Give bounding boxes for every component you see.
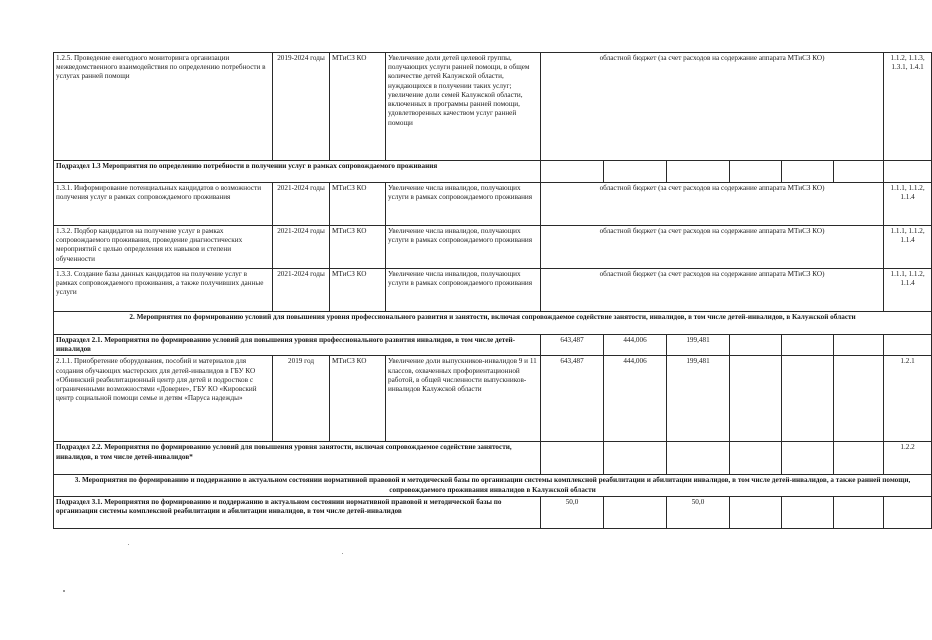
- funding-value-cell: 199,481: [667, 335, 730, 356]
- funding-value-cell: 444,006: [604, 335, 667, 356]
- funding-value-cell: [834, 442, 884, 475]
- table-row: [54, 269, 932, 312]
- funding-value-cell: [782, 356, 834, 442]
- funding-value-cell: 199,481: [667, 356, 730, 442]
- scan-speck: [63, 590, 65, 592]
- subsection-row: [54, 335, 932, 356]
- scan-speck: [342, 553, 343, 554]
- funding-value-cell: [541, 442, 604, 475]
- funding-value-cell: [782, 335, 834, 356]
- scan-speck: [128, 544, 129, 545]
- indicators-cell: 1.1.1, 1.1.2, 1.1.4: [884, 269, 932, 312]
- funding-value-cell: 50,0: [541, 496, 604, 528]
- executor-cell: МТиСЗ КО: [330, 269, 386, 312]
- indicators-cell: [884, 496, 932, 528]
- funding-value-cell: [730, 161, 782, 183]
- indicators-cell: 1.1.1, 1.1.2, 1.1.4: [884, 226, 932, 269]
- funding-value-cell: [834, 335, 884, 356]
- years-cell: 2021-2024 годы: [273, 269, 330, 312]
- funding-value-cell: 643,487: [541, 356, 604, 442]
- table-row: [54, 356, 932, 442]
- funding-value-cell: [834, 356, 884, 442]
- subsection-title: Подраздел 2.1. Мероприятия по формированию условий для повышения уровня профессионального развития инвалидов, в том числе детей-инвалидов: [54, 335, 541, 356]
- funding-value-cell: [782, 496, 834, 528]
- years-cell: 2021-2024 годы: [273, 183, 330, 226]
- indicators-cell: 1.2.2: [884, 442, 932, 475]
- indicators-cell: [884, 161, 932, 183]
- executor-cell: МТиСЗ КО: [330, 53, 386, 161]
- funding-source-cell: областной бюджет (за счет расходов на содержание аппарата МТиСЗ КО): [541, 53, 884, 161]
- subsection-row: [54, 161, 932, 183]
- funding-source-cell: областной бюджет (за счет расходов на содержание аппарата МТиСЗ КО): [541, 226, 884, 269]
- executor-cell: МТиСЗ КО: [330, 356, 386, 442]
- subsection-title: Подраздел 2.2. Мероприятия по формированию условий для повышения уровня занятости, включая сопровождаемое содействие занятости, инвалидов, в том числе детей-инвалидов*: [54, 442, 541, 475]
- executor-cell: МТиСЗ КО: [330, 226, 386, 269]
- program-measures-table: [53, 52, 932, 529]
- funding-value-cell: [667, 442, 730, 475]
- funding-source-cell: областной бюджет (за счет расходов на содержание аппарата МТиСЗ КО): [541, 269, 884, 312]
- indicators-cell: 1.2.1: [884, 356, 932, 442]
- funding-value-cell: [604, 442, 667, 475]
- table-row: [54, 183, 932, 226]
- indicators-cell: [884, 335, 932, 356]
- funding-value-cell: [730, 442, 782, 475]
- measure-name-cell: 2.1.1. Приобретение оборудования, пособий и материалов для создания обучающих мастерских для детей-инвалидов в ГБУ КО «Обнинский реабилитационный центр для детей и подростков с ограниченными возможностями «Доверие», ГБУ КО «Кировский центр социальной помощи семье и детям «Паруса надежды»: [54, 356, 273, 442]
- funding-value-cell: [604, 161, 667, 183]
- funding-value-cell: [730, 496, 782, 528]
- measure-name-cell: 1.3.1. Информирование потенциальных кандидатов о возможности получения услуг в рамках сопровождаемого проживания: [54, 183, 273, 226]
- years-cell: 2019 год: [273, 356, 330, 442]
- table-row: [54, 226, 932, 269]
- result-cell: Увеличение доли детей целевой группы, получающих услуги ранней помощи, в общем количестве детей Калужской области, нуждающихся в получении таких услуг; увеличение доли семей Калужской области, включенных в программы ранней помощи, удовлетворенных качеством услуг ранней помощи: [386, 53, 541, 161]
- subsection-row: [54, 496, 932, 528]
- section-title: 3. Мероприятия по формированию и поддержанию в актуальном состоянии нормативной правовой и методической базы по организации системы комплексной реабилитации и абилитации инвалидов, в том числе детей-инвалидов, а также ранней помощи, сопровождаемого проживания инвалидов в Калужской области: [54, 475, 932, 496]
- measure-name-cell: 1.2.5. Проведение ежегодного мониторинга организации межведомственного взаимодействия по определению потребности в услугах ранней помощи: [54, 53, 273, 161]
- funding-value-cell: [667, 161, 730, 183]
- result-cell: Увеличение доли выпускников-инвалидов 9 и 11 классов, охваченных профориентационной работой, в общей численности выпускников-инвалидов Калужской области: [386, 356, 541, 442]
- result-cell: Увеличение числа инвалидов, получающих услуги в рамках сопровождаемого проживания: [386, 269, 541, 312]
- funding-value-cell: [604, 496, 667, 528]
- years-cell: 2019-2024 годы: [273, 53, 330, 161]
- subsection-row: [54, 442, 932, 475]
- table-row: [54, 53, 932, 161]
- result-cell: Увеличение числа инвалидов, получающих услуги в рамках сопровождаемого проживания: [386, 183, 541, 226]
- funding-value-cell: 444,006: [604, 356, 667, 442]
- funding-value-cell: [730, 335, 782, 356]
- funding-source-cell: областной бюджет (за счет расходов на содержание аппарата МТиСЗ КО): [541, 183, 884, 226]
- result-cell: Увеличение числа инвалидов, получающих услуги в рамках сопровождаемого проживания: [386, 226, 541, 269]
- subsection-title: Подраздел 3.1. Мероприятия по формированию и поддержанию в актуальном состоянии нормативной правовой и методической базы по организации системы комплексной реабилитации и абилитации инвалидов, в том числе детей-инвалидов: [54, 496, 541, 528]
- funding-value-cell: [782, 442, 834, 475]
- funding-value-cell: 643,487: [541, 335, 604, 356]
- subsection-title: Подраздел 1.3 Мероприятия по определению потребности в получении услуг в рамках сопровождаемого проживания: [54, 161, 541, 183]
- executor-cell: МТиСЗ КО: [330, 183, 386, 226]
- section-row: [54, 475, 932, 496]
- funding-value-cell: [834, 496, 884, 528]
- indicators-cell: 1.1.2, 1.1.3, 1.3.1, 1.4.1: [884, 53, 932, 161]
- section-row: [54, 312, 932, 335]
- table-body: [54, 53, 932, 529]
- indicators-cell: 1.1.1, 1.1.2, 1.1.4: [884, 183, 932, 226]
- measure-name-cell: 1.3.3. Создание базы данных кандидатов на получение услуг в рамках сопровождаемого проживания, а также получивших данные услуги: [54, 269, 273, 312]
- funding-value-cell: [782, 161, 834, 183]
- funding-value-cell: 50,0: [667, 496, 730, 528]
- section-title: 2. Мероприятия по формированию условий для повышения уровня профессионального развития и занятости, включая сопровождаемое содействие занятости, инвалидов, в том числе детей-инвалидов, в Калужской области: [54, 312, 932, 335]
- measure-name-cell: 1.3.2. Подбор кандидатов на получение услуг в рамках сопровождаемого проживания, проведение диагностических мероприятий с целью определения их навыков и степени обученности: [54, 226, 273, 269]
- funding-value-cell: [541, 161, 604, 183]
- years-cell: 2021-2024 годы: [273, 226, 330, 269]
- funding-value-cell: [730, 356, 782, 442]
- funding-value-cell: [834, 161, 884, 183]
